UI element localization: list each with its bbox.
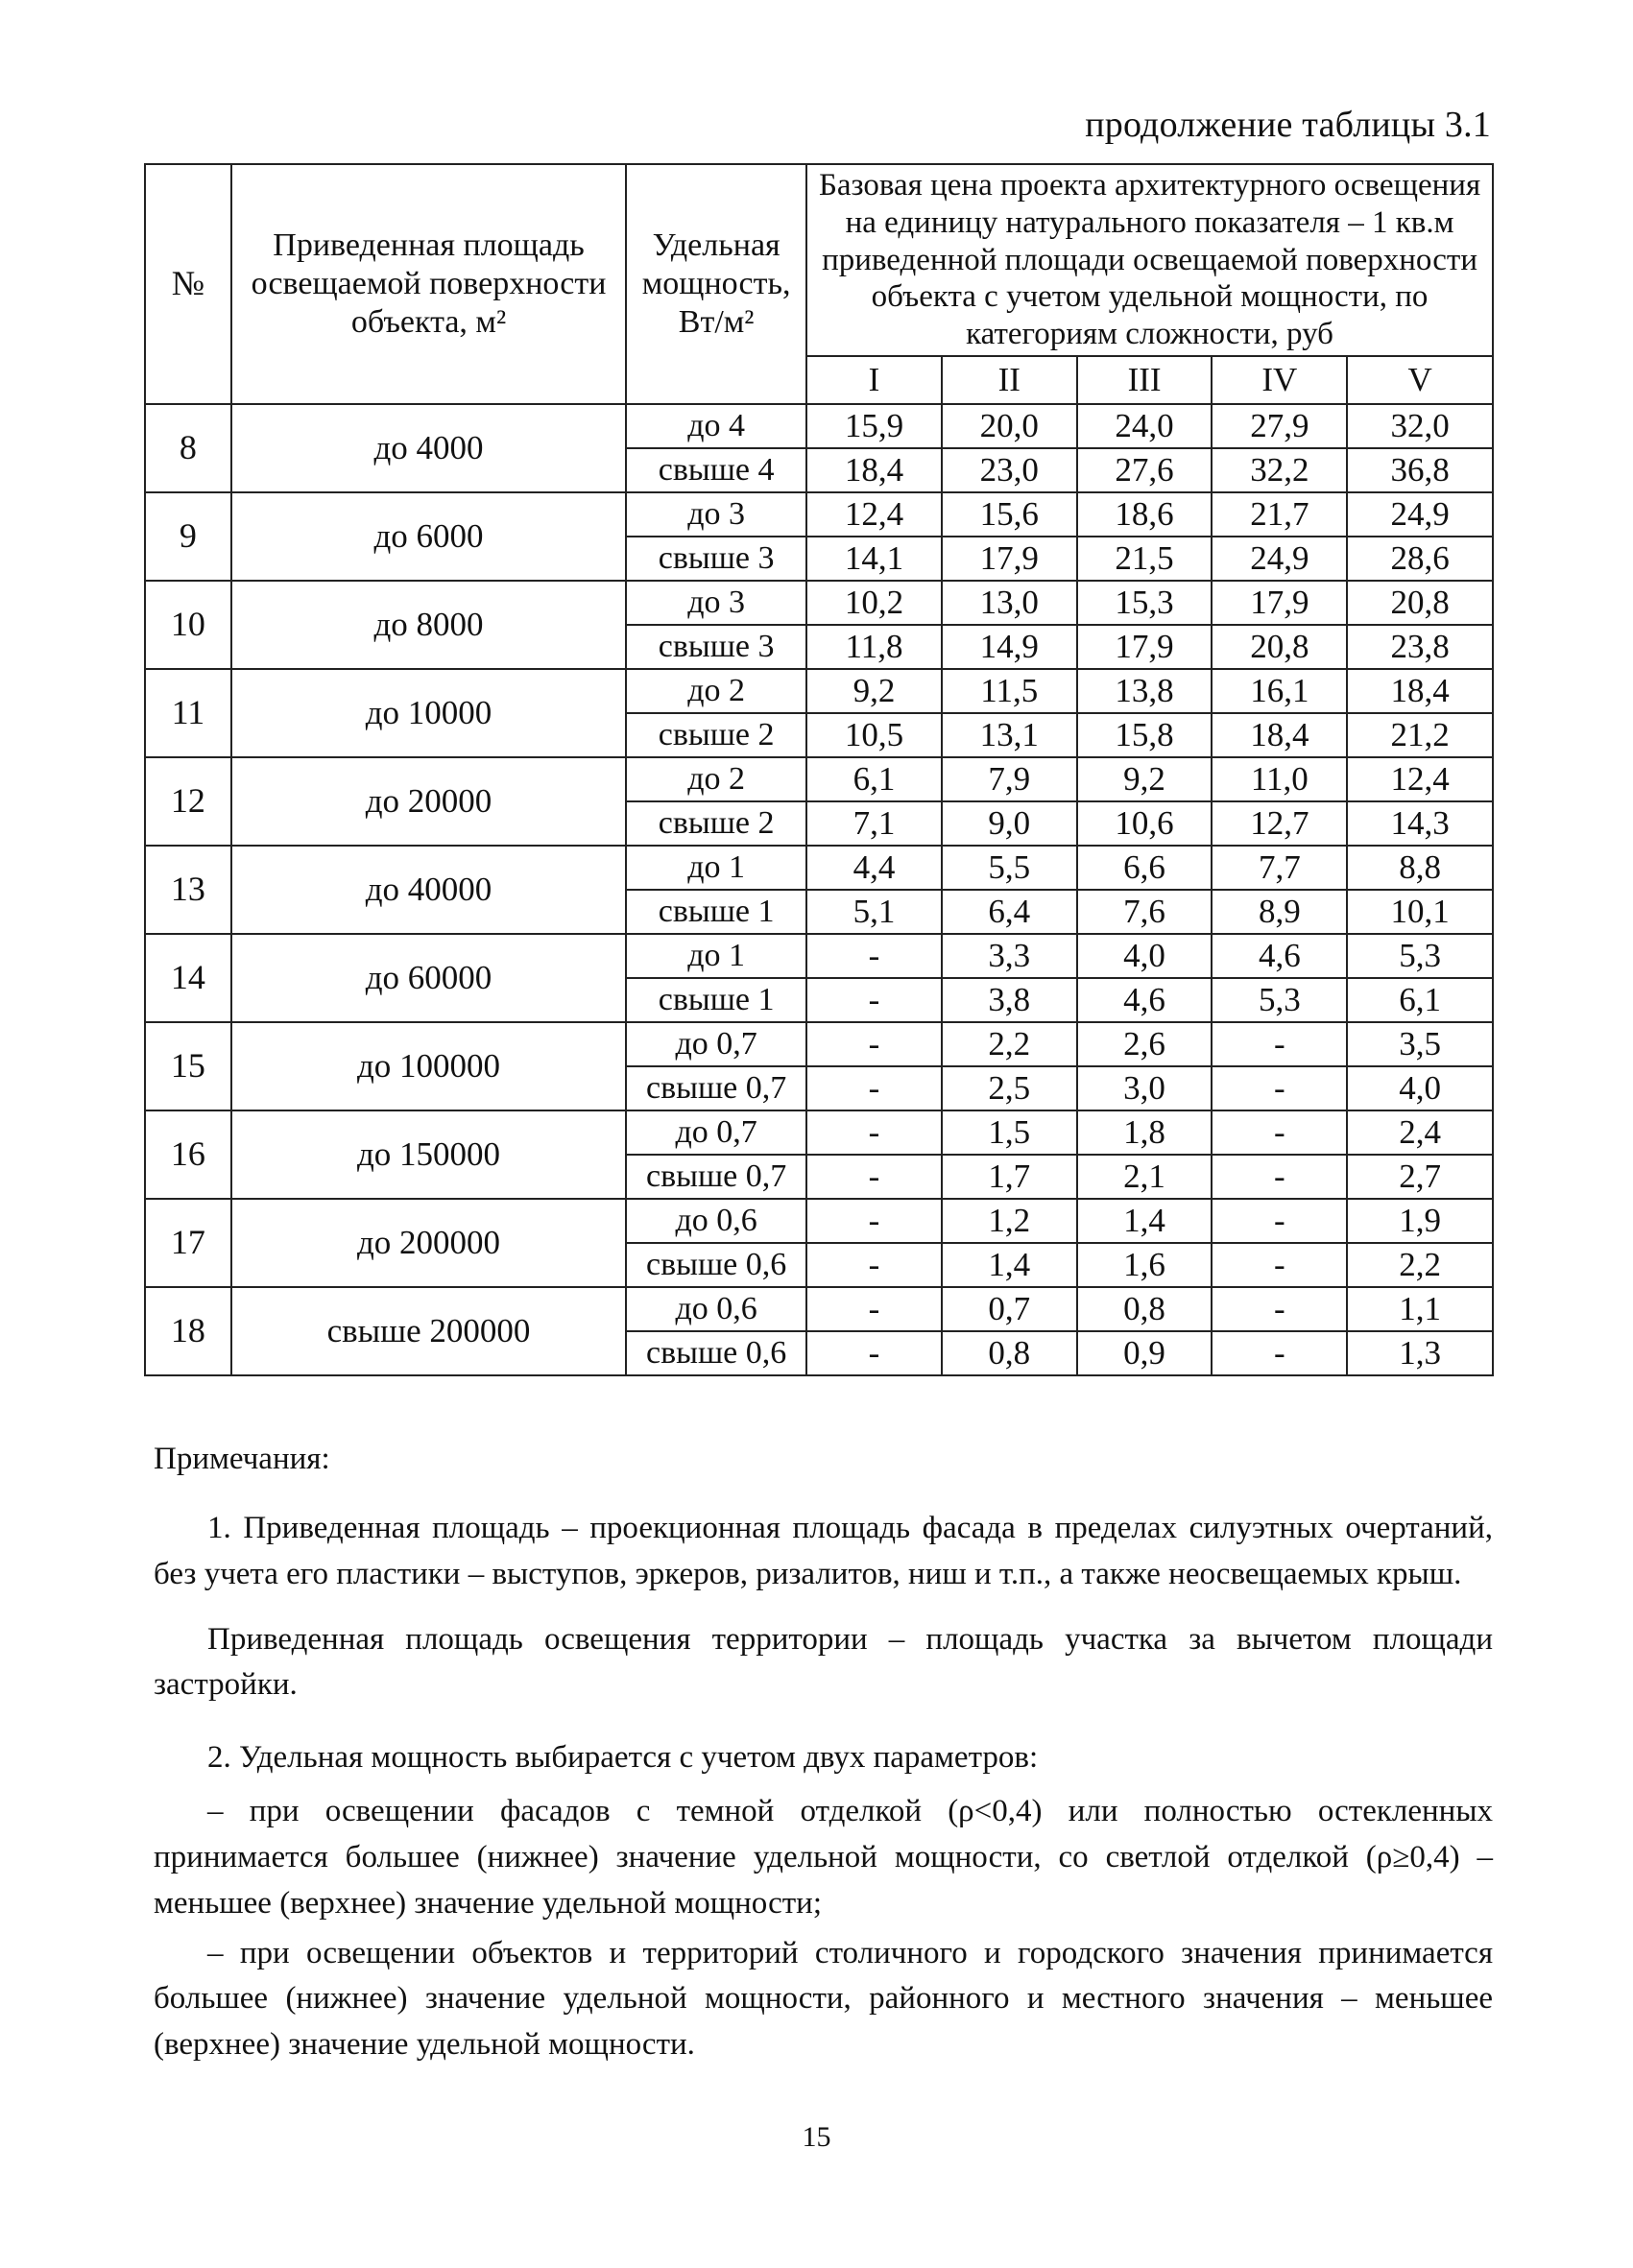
price-category-4: 20,8 bbox=[1212, 625, 1347, 669]
price-category-5: 1,3 bbox=[1347, 1331, 1493, 1375]
header-number: № bbox=[145, 164, 231, 404]
price-category-4: 11,0 bbox=[1212, 757, 1347, 801]
price-category-3: 15,3 bbox=[1077, 581, 1213, 625]
price-category-1: - bbox=[806, 1199, 942, 1243]
row-power: до 1 bbox=[626, 846, 806, 890]
price-category-3: 18,6 bbox=[1077, 492, 1213, 537]
price-category-5: 23,8 bbox=[1347, 625, 1493, 669]
row-number: 8 bbox=[145, 404, 231, 492]
row-number: 18 bbox=[145, 1287, 231, 1375]
row-power: до 2 bbox=[626, 669, 806, 713]
header-category-1: I bbox=[806, 356, 942, 404]
price-category-4: - bbox=[1212, 1022, 1347, 1066]
table-row bbox=[145, 1110, 1493, 1155]
price-category-2: 7,9 bbox=[942, 757, 1077, 801]
price-category-1: 4,4 bbox=[806, 846, 942, 890]
row-power: свыше 4 bbox=[626, 448, 806, 492]
price-category-3: 24,0 bbox=[1077, 404, 1213, 448]
price-category-1: - bbox=[806, 1287, 942, 1331]
row-number: 9 bbox=[145, 492, 231, 581]
price-category-4: 27,9 bbox=[1212, 404, 1347, 448]
price-category-1: 10,5 bbox=[806, 713, 942, 757]
price-category-4: 32,2 bbox=[1212, 448, 1347, 492]
price-category-5: 2,2 bbox=[1347, 1243, 1493, 1287]
price-category-4: - bbox=[1212, 1066, 1347, 1110]
table-row bbox=[145, 846, 1493, 890]
price-category-1: - bbox=[806, 934, 942, 978]
price-category-3: 10,6 bbox=[1077, 801, 1213, 846]
row-area: до 6000 bbox=[231, 492, 626, 581]
price-category-4: - bbox=[1212, 1199, 1347, 1243]
price-category-1: 14,1 bbox=[806, 537, 942, 581]
price-category-2: 3,3 bbox=[942, 934, 1077, 978]
header-price: Базовая цена проекта архитектурного освещения на единицу натурального показателя – 1 кв.м приведенной площади освещаемой поверхности объекта с учетом удельной мощности, по категориям сложности, руб bbox=[806, 164, 1493, 356]
price-category-3: 21,5 bbox=[1077, 537, 1213, 581]
price-category-1: 5,1 bbox=[806, 890, 942, 934]
price-category-5: 6,1 bbox=[1347, 978, 1493, 1022]
price-category-3: 1,8 bbox=[1077, 1110, 1213, 1155]
price-category-5: 3,5 bbox=[1347, 1022, 1493, 1066]
row-power: свыше 2 bbox=[626, 801, 806, 846]
price-category-4: - bbox=[1212, 1155, 1347, 1199]
row-power: до 0,6 bbox=[626, 1287, 806, 1331]
price-category-2: 3,8 bbox=[942, 978, 1077, 1022]
header-area bbox=[231, 164, 626, 404]
price-category-4: 18,4 bbox=[1212, 713, 1347, 757]
page-number: 15 bbox=[802, 2121, 831, 2153]
note-2-facades: – при освещении фасадов с темной отделкой (ρ<0,4) или полностью остекленных принимается большее (нижнее) значение удельной мощности, со светлой отделкой (ρ≥0,4) – меньшее (верхнее) значение удельной мощности; bbox=[154, 1794, 1493, 1921]
price-category-2: 1,4 bbox=[942, 1243, 1077, 1287]
row-number: 17 bbox=[145, 1199, 231, 1287]
row-area: до 8000 bbox=[231, 581, 626, 669]
table-row bbox=[145, 581, 1493, 625]
price-category-4: 12,7 bbox=[1212, 801, 1347, 846]
row-number: 14 bbox=[145, 934, 231, 1022]
price-category-3: 1,6 bbox=[1077, 1243, 1213, 1287]
price-category-3: 2,6 bbox=[1077, 1022, 1213, 1066]
price-category-3: 7,6 bbox=[1077, 890, 1213, 934]
price-category-4: 8,9 bbox=[1212, 890, 1347, 934]
price-category-3: 2,1 bbox=[1077, 1155, 1213, 1199]
row-power: свыше 1 bbox=[626, 978, 806, 1022]
row-number: 11 bbox=[145, 669, 231, 757]
price-category-4: - bbox=[1212, 1110, 1347, 1155]
row-area: до 100000 bbox=[231, 1022, 626, 1110]
price-category-5: 20,8 bbox=[1347, 581, 1493, 625]
row-area: до 4000 bbox=[231, 404, 626, 492]
row-number: 10 bbox=[145, 581, 231, 669]
price-category-5: 5,3 bbox=[1347, 934, 1493, 978]
price-category-2: 13,1 bbox=[942, 713, 1077, 757]
row-power: до 0,7 bbox=[626, 1110, 806, 1155]
price-category-3: 6,6 bbox=[1077, 846, 1213, 890]
row-power: до 3 bbox=[626, 581, 806, 625]
price-category-5: 32,0 bbox=[1347, 404, 1493, 448]
price-table-body bbox=[145, 404, 1493, 1375]
table-row bbox=[145, 1022, 1493, 1066]
row-number: 15 bbox=[145, 1022, 231, 1110]
row-power: свыше 0,6 bbox=[626, 1331, 806, 1375]
price-category-5: 28,6 bbox=[1347, 537, 1493, 581]
price-category-3: 13,8 bbox=[1077, 669, 1213, 713]
price-table bbox=[144, 163, 1494, 1376]
row-number: 16 bbox=[145, 1110, 231, 1199]
price-category-1: 12,4 bbox=[806, 492, 942, 537]
table-row bbox=[145, 1287, 1493, 1331]
row-area: свыше 200000 bbox=[231, 1287, 626, 1375]
price-category-5: 8,8 bbox=[1347, 846, 1493, 890]
note-2: 2. Удельная мощность выбирается с учетом двух параметров: bbox=[207, 1740, 1039, 1776]
price-category-1: 7,1 bbox=[806, 801, 942, 846]
header-category-5: V bbox=[1347, 356, 1493, 404]
table-row bbox=[145, 757, 1493, 801]
row-power: свыше 1 bbox=[626, 890, 806, 934]
price-category-2: 11,5 bbox=[942, 669, 1077, 713]
row-power: до 1 bbox=[626, 934, 806, 978]
table-row bbox=[145, 404, 1493, 448]
price-category-2: 14,9 bbox=[942, 625, 1077, 669]
price-category-5: 1,9 bbox=[1347, 1199, 1493, 1243]
price-category-4: 16,1 bbox=[1212, 669, 1347, 713]
row-power: свыше 2 bbox=[626, 713, 806, 757]
row-power: свыше 0,7 bbox=[626, 1155, 806, 1199]
price-category-5: 36,8 bbox=[1347, 448, 1493, 492]
price-category-5: 2,7 bbox=[1347, 1155, 1493, 1199]
price-category-3: 4,6 bbox=[1077, 978, 1213, 1022]
price-category-3: 4,0 bbox=[1077, 934, 1213, 978]
price-category-2: 6,4 bbox=[942, 890, 1077, 934]
price-category-2: 17,9 bbox=[942, 537, 1077, 581]
row-power: до 0,7 bbox=[626, 1022, 806, 1066]
row-area: до 60000 bbox=[231, 934, 626, 1022]
price-category-1: - bbox=[806, 1331, 942, 1375]
table-row bbox=[145, 1199, 1493, 1243]
price-category-1: - bbox=[806, 978, 942, 1022]
row-area: до 10000 bbox=[231, 669, 626, 757]
row-number: 12 bbox=[145, 757, 231, 846]
price-category-2: 15,6 bbox=[942, 492, 1077, 537]
row-area: до 150000 bbox=[231, 1110, 626, 1199]
price-category-2: 0,7 bbox=[942, 1287, 1077, 1331]
price-category-1: - bbox=[806, 1110, 942, 1155]
row-number: 13 bbox=[145, 846, 231, 934]
price-category-3: 15,8 bbox=[1077, 713, 1213, 757]
price-category-1: - bbox=[806, 1022, 942, 1066]
price-category-3: 0,8 bbox=[1077, 1287, 1213, 1331]
price-category-5: 4,0 bbox=[1347, 1066, 1493, 1110]
price-category-3: 3,0 bbox=[1077, 1066, 1213, 1110]
price-category-2: 23,0 bbox=[942, 448, 1077, 492]
table-row bbox=[145, 934, 1493, 978]
price-category-5: 24,9 bbox=[1347, 492, 1493, 537]
price-category-2: 2,2 bbox=[942, 1022, 1077, 1066]
price-category-2: 20,0 bbox=[942, 404, 1077, 448]
price-category-5: 21,2 bbox=[1347, 713, 1493, 757]
row-area: до 40000 bbox=[231, 846, 626, 934]
price-category-4: - bbox=[1212, 1287, 1347, 1331]
header-category-2: II bbox=[942, 356, 1077, 404]
price-category-3: 17,9 bbox=[1077, 625, 1213, 669]
note-1: 1. Приведенная площадь – проекционная площадь фасада в пределах силуэтных очертаний, без учета его пластики – выступов, эркеров, ризалитов, ниш и т.п., а также неосвещаемых крыш. bbox=[154, 1510, 1493, 1591]
price-category-2: 13,0 bbox=[942, 581, 1077, 625]
row-power: свыше 3 bbox=[626, 625, 806, 669]
price-category-2: 1,7 bbox=[942, 1155, 1077, 1199]
price-category-5: 10,1 bbox=[1347, 890, 1493, 934]
price-category-2: 9,0 bbox=[942, 801, 1077, 846]
row-power: свыше 0,6 bbox=[626, 1243, 806, 1287]
price-category-3: 9,2 bbox=[1077, 757, 1213, 801]
price-category-4: 24,9 bbox=[1212, 537, 1347, 581]
notes bbox=[154, 1437, 1493, 2068]
price-category-4: 17,9 bbox=[1212, 581, 1347, 625]
price-category-1: - bbox=[806, 1066, 942, 1110]
row-power: до 0,6 bbox=[626, 1199, 806, 1243]
price-category-1: 18,4 bbox=[806, 448, 942, 492]
header-category-4: IV bbox=[1212, 356, 1347, 404]
price-category-5: 14,3 bbox=[1347, 801, 1493, 846]
price-category-2: 0,8 bbox=[942, 1331, 1077, 1375]
row-area: до 200000 bbox=[231, 1199, 626, 1287]
table-row bbox=[145, 669, 1493, 713]
notes-title: Примечания: bbox=[154, 1442, 330, 1476]
row-power: свыше 3 bbox=[626, 537, 806, 581]
price-category-1: 6,1 bbox=[806, 757, 942, 801]
price-category-1: 11,8 bbox=[806, 625, 942, 669]
price-category-5: 18,4 bbox=[1347, 669, 1493, 713]
price-category-2: 5,5 bbox=[942, 846, 1077, 890]
price-category-2: 2,5 bbox=[942, 1066, 1077, 1110]
price-category-1: 15,9 bbox=[806, 404, 942, 448]
price-category-4: 5,3 bbox=[1212, 978, 1347, 1022]
row-power: свыше 0,7 bbox=[626, 1066, 806, 1110]
price-category-1: - bbox=[806, 1155, 942, 1199]
price-category-1: 9,2 bbox=[806, 669, 942, 713]
header-category-3: III bbox=[1077, 356, 1213, 404]
table-row bbox=[145, 492, 1493, 537]
price-category-4: 4,6 bbox=[1212, 934, 1347, 978]
note-2-objects: – при освещении объектов и территорий столичного и городского значения принимается большее (нижнее) значение удельной мощности, районного и местного значения – меньшее (верхнее) значение удельной мощности. bbox=[154, 1935, 1493, 2063]
price-category-4: 21,7 bbox=[1212, 492, 1347, 537]
price-category-5: 1,1 bbox=[1347, 1287, 1493, 1331]
row-power: до 3 bbox=[626, 492, 806, 537]
price-category-4: 7,7 bbox=[1212, 846, 1347, 890]
header-area-text: Приведенная площадь освещаемой поверхности объекта, м² bbox=[251, 227, 607, 340]
row-area: до 20000 bbox=[231, 757, 626, 846]
price-category-2: 1,2 bbox=[942, 1199, 1077, 1243]
header-power bbox=[626, 164, 806, 404]
table-continuation-label: продолжение таблицы 3.1 bbox=[1085, 105, 1491, 145]
row-power: до 2 bbox=[626, 757, 806, 801]
price-category-4: - bbox=[1212, 1331, 1347, 1375]
row-power: до 4 bbox=[626, 404, 806, 448]
note-1-territory: Приведенная площадь освещения территории – площадь участка за вычетом площади застройки. bbox=[154, 1621, 1493, 1703]
price-category-5: 2,4 bbox=[1347, 1110, 1493, 1155]
price-category-1: 10,2 bbox=[806, 581, 942, 625]
price-category-4: - bbox=[1212, 1243, 1347, 1287]
header-power-text: Удельная мощность, Вт/м² bbox=[641, 227, 791, 340]
price-category-3: 27,6 bbox=[1077, 448, 1213, 492]
price-category-3: 1,4 bbox=[1077, 1199, 1213, 1243]
price-category-5: 12,4 bbox=[1347, 757, 1493, 801]
price-category-3: 0,9 bbox=[1077, 1331, 1213, 1375]
price-category-1: - bbox=[806, 1243, 942, 1287]
price-category-2: 1,5 bbox=[942, 1110, 1077, 1155]
